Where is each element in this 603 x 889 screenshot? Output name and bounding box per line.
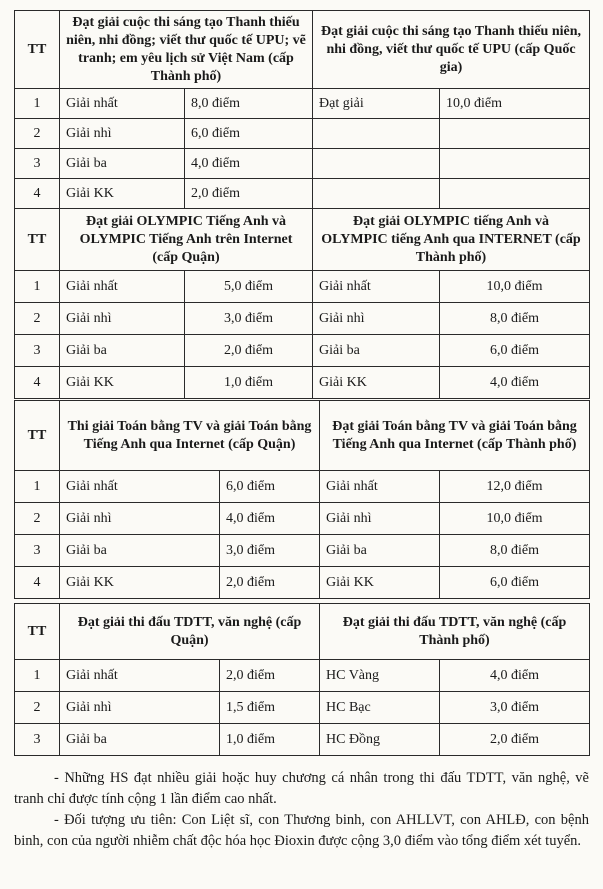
tt-cell: 1	[15, 271, 60, 303]
note-paragraph-2: - Đối tượng ưu tiên: Con Liệt sĩ, con Thương binh, con AHLLVT, con AHLĐ, con bệnh binh, con của người nhiễm chất độc hóa học Đioxin được cộng 3,0 điểm vào tổng điểm xét tuyển.	[14, 812, 589, 849]
right-header: Đạt giải Toán bằng TV và giải Toán bằng Tiếng Anh qua Internet (cấp Thành phố)	[320, 401, 590, 471]
table-row	[15, 692, 590, 724]
table-row	[15, 660, 590, 692]
left-award-cell: Giải nhất	[60, 471, 220, 503]
table-row	[15, 89, 590, 119]
table-row	[15, 471, 590, 503]
right-award-cell: Giải nhì	[313, 303, 440, 335]
right-award-cell: HC Bạc	[320, 692, 440, 724]
left-points-cell: 2,0 điểm	[220, 567, 320, 599]
left-award-cell: Giải KK	[60, 179, 185, 209]
tt-cell: 3	[15, 535, 60, 567]
tt-cell: 2	[15, 692, 60, 724]
right-award-cell: Giải KK	[320, 567, 440, 599]
right-award-cell: Giải ba	[313, 335, 440, 367]
left-header: Đạt giải cuộc thi sáng tạo Thanh thiếu niên, nhi đồng; viết thư quốc tế UPU; vẽ tranh; em yêu lịch sử Việt Nam (cấp Thành phố)	[60, 11, 313, 89]
right-points-cell: 3,0 điểm	[440, 692, 590, 724]
right-points-cell: 6,0 điểm	[440, 335, 590, 367]
left-points-cell: 6,0 điểm	[185, 119, 313, 149]
right-award-cell	[313, 149, 440, 179]
left-points-cell: 1,5 điểm	[220, 692, 320, 724]
left-points-cell: 1,0 điểm	[185, 367, 313, 399]
right-award-cell: HC Đồng	[320, 724, 440, 756]
left-award-cell: Giải KK	[60, 367, 185, 399]
right-points-cell: 12,0 điểm	[440, 471, 590, 503]
left-award-cell: Giải ba	[60, 724, 220, 756]
left-points-cell: 4,0 điểm	[220, 503, 320, 535]
right-points-cell: 8,0 điểm	[440, 303, 590, 335]
table-row	[15, 303, 590, 335]
left-award-cell: Giải ba	[60, 335, 185, 367]
right-award-cell: Giải nhất	[320, 471, 440, 503]
tt-header: TT	[15, 604, 60, 660]
table-row	[15, 367, 590, 399]
table-header-row	[15, 401, 590, 471]
tt-cell: 4	[15, 367, 60, 399]
right-points-cell: 4,0 điểm	[440, 660, 590, 692]
right-points-cell	[440, 179, 590, 209]
tt-header: TT	[15, 401, 60, 471]
right-award-cell: Giải KK	[313, 367, 440, 399]
right-points-cell: 10,0 điểm	[440, 89, 590, 119]
left-award-cell: Giải ba	[60, 149, 185, 179]
tt-cell: 4	[15, 179, 60, 209]
left-header: Đạt giải thi đấu TDTT, văn nghệ (cấp Quận)	[60, 604, 320, 660]
tt-header: TT	[15, 209, 60, 271]
left-award-cell: Giải nhì	[60, 119, 185, 149]
right-points-cell: 4,0 điểm	[440, 367, 590, 399]
tt-cell: 1	[15, 660, 60, 692]
table-row	[15, 119, 590, 149]
right-points-cell: 10,0 điểm	[440, 271, 590, 303]
tt-cell: 2	[15, 119, 60, 149]
right-header: Đạt giải OLYMPIC tiếng Anh và OLYMPIC tiếng Anh qua INTERNET (cấp Thành phố)	[313, 209, 590, 271]
right-points-cell: 8,0 điểm	[440, 535, 590, 567]
left-award-cell: Giải nhì	[60, 503, 220, 535]
tt-cell: 2	[15, 303, 60, 335]
table-header-row	[15, 604, 590, 660]
tt-header: TT	[15, 11, 60, 89]
right-points-cell: 10,0 điểm	[440, 503, 590, 535]
note-paragraph-1: - Những HS đạt nhiều giải hoặc huy chương cá nhân trong thi đấu TDTT, văn nghệ, vẽ tranh chỉ được tính cộng 1 lần điểm cao nhất.	[14, 770, 589, 807]
section-table-2	[14, 208, 590, 399]
left-header: Thi giải Toán bằng TV và giải Toán bằng Tiếng Anh qua Internet (cấp Quận)	[60, 401, 320, 471]
right-award-cell: Giải nhì	[320, 503, 440, 535]
right-award-cell: HC Vàng	[320, 660, 440, 692]
left-award-cell: Giải nhất	[60, 660, 220, 692]
left-points-cell: 8,0 điểm	[185, 89, 313, 119]
tt-cell: 1	[15, 471, 60, 503]
section-table-3	[14, 400, 590, 599]
tt-cell: 3	[15, 335, 60, 367]
section-table-1	[14, 10, 590, 209]
right-award-cell: Giải nhất	[313, 271, 440, 303]
right-award-cell: Đạt giải	[313, 89, 440, 119]
section-table-4	[14, 603, 590, 756]
left-header: Đạt giải OLYMPIC Tiếng Anh và OLYMPIC Tiếng Anh trên Internet (cấp Quận)	[60, 209, 313, 271]
left-points-cell: 2,0 điểm	[185, 179, 313, 209]
left-points-cell: 1,0 điểm	[220, 724, 320, 756]
left-points-cell: 5,0 điểm	[185, 271, 313, 303]
table-row	[15, 535, 590, 567]
tt-cell: 3	[15, 724, 60, 756]
right-points-cell: 6,0 điểm	[440, 567, 590, 599]
left-award-cell: Giải nhì	[60, 303, 185, 335]
left-points-cell: 2,0 điểm	[220, 660, 320, 692]
table-row	[15, 179, 590, 209]
table-row	[15, 149, 590, 179]
right-award-cell	[313, 179, 440, 209]
table-row	[15, 567, 590, 599]
left-points-cell: 6,0 điểm	[220, 471, 320, 503]
table-row	[15, 724, 590, 756]
tt-cell: 1	[15, 89, 60, 119]
left-award-cell: Giải nhất	[60, 89, 185, 119]
left-points-cell: 2,0 điểm	[185, 335, 313, 367]
right-header: Đạt giải cuộc thi sáng tạo Thanh thiếu niên, nhi đồng, viết thư quốc tế UPU (cấp Quốc gia)	[313, 11, 590, 89]
right-points-cell	[440, 119, 590, 149]
tt-cell: 2	[15, 503, 60, 535]
right-points-cell	[440, 149, 590, 179]
tt-cell: 4	[15, 567, 60, 599]
tt-cell: 3	[15, 149, 60, 179]
right-award-cell: Giải ba	[320, 535, 440, 567]
right-award-cell	[313, 119, 440, 149]
notes-section	[14, 768, 589, 852]
table-header-row	[15, 11, 590, 89]
left-points-cell: 3,0 điểm	[220, 535, 320, 567]
left-award-cell: Giải nhất	[60, 271, 185, 303]
left-points-cell: 3,0 điểm	[185, 303, 313, 335]
left-points-cell: 4,0 điểm	[185, 149, 313, 179]
left-award-cell: Giải ba	[60, 535, 220, 567]
right-points-cell: 2,0 điểm	[440, 724, 590, 756]
table-row	[15, 335, 590, 367]
right-header: Đạt giải thi đấu TDTT, văn nghệ (cấp Thành phố)	[320, 604, 590, 660]
table-header-row	[15, 209, 590, 271]
table-row	[15, 271, 590, 303]
left-award-cell: Giải nhì	[60, 692, 220, 724]
table-row	[15, 503, 590, 535]
left-award-cell: Giải KK	[60, 567, 220, 599]
